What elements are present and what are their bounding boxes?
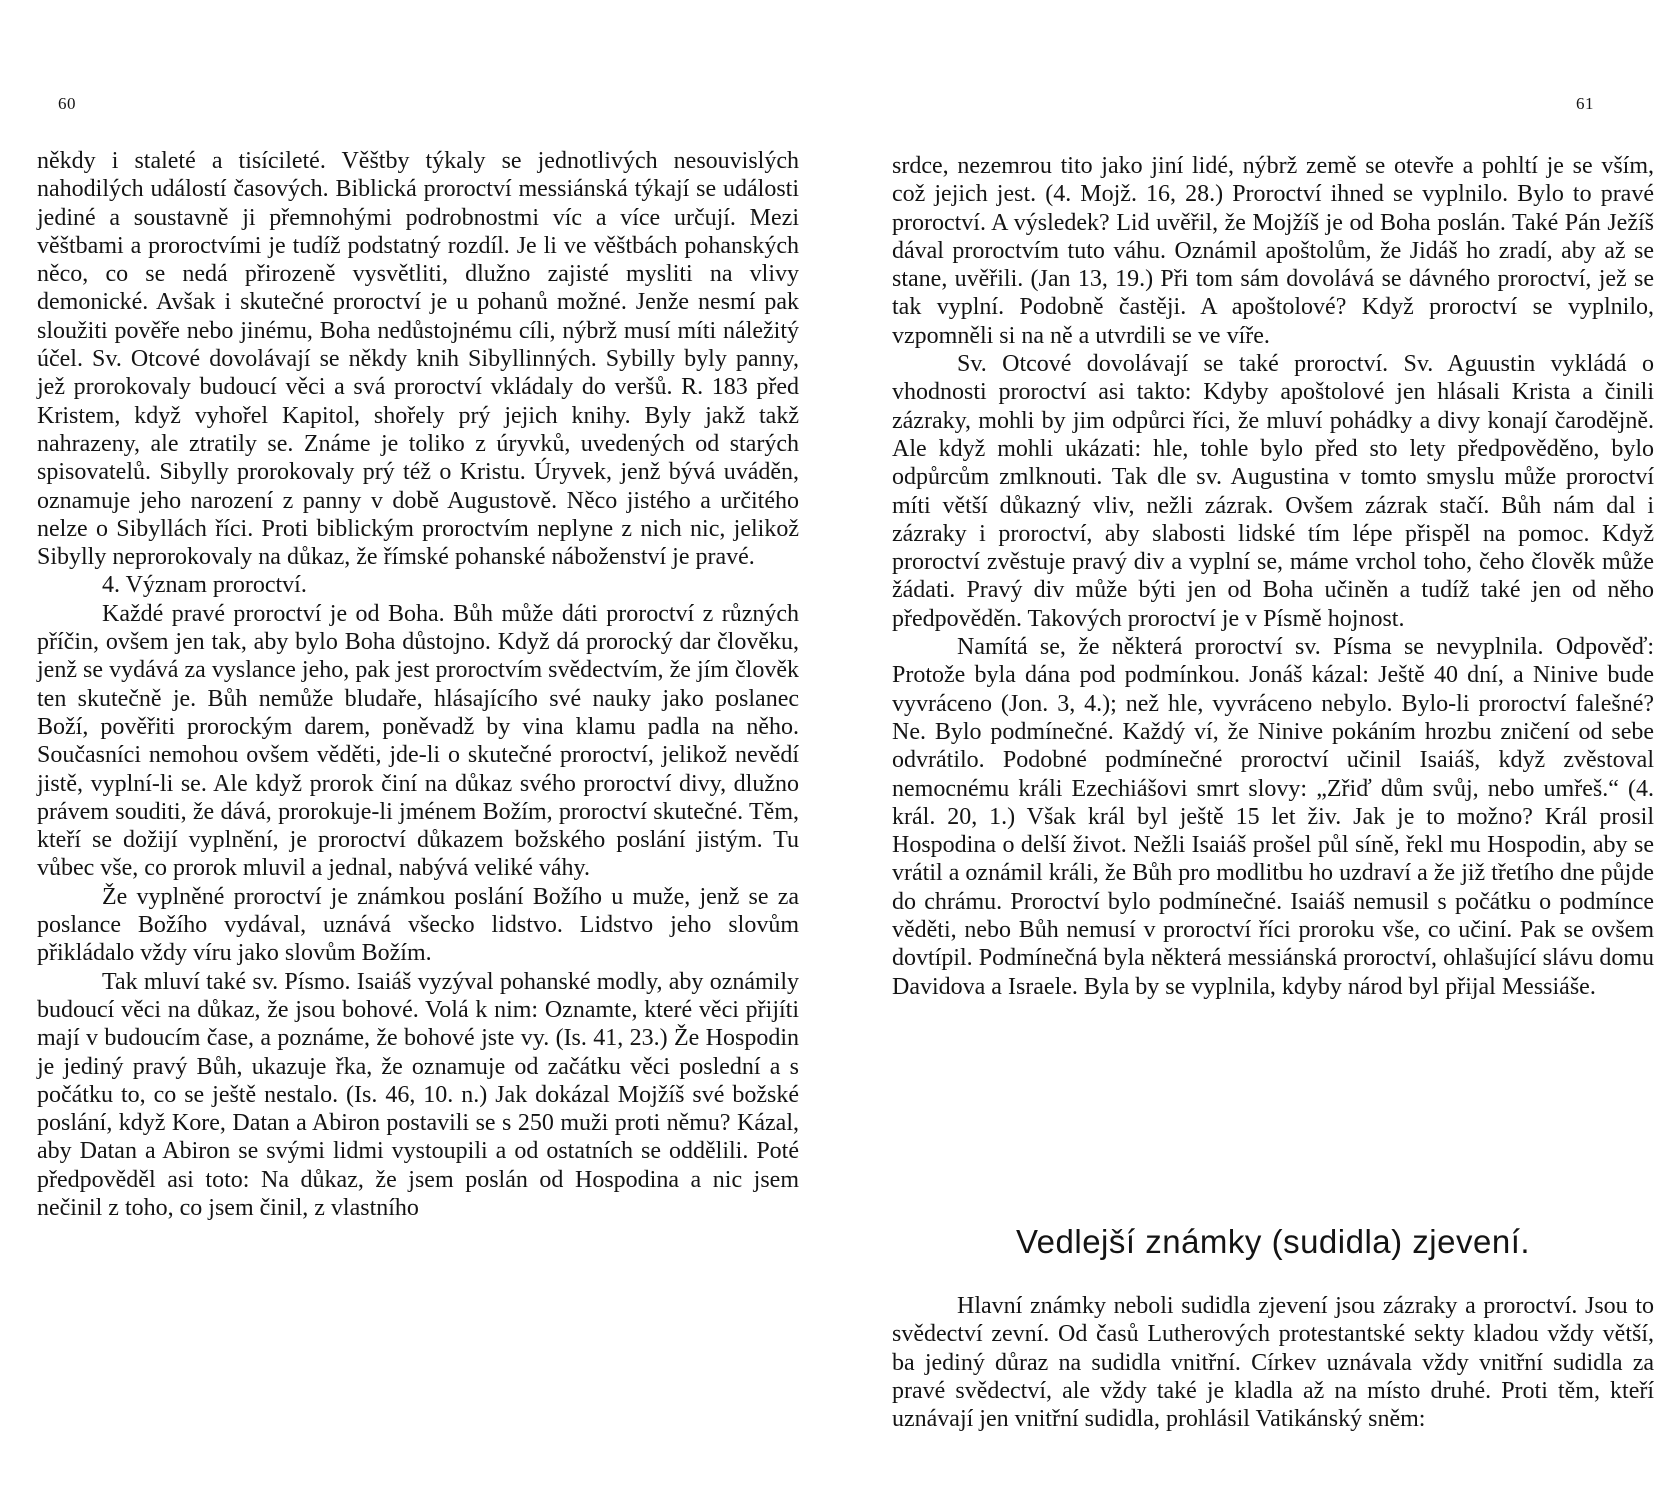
paragraph: Tak mluví také sv. Písmo. Isaiáš vyzýval pohanské modly, aby oznámily budoucí věci na důkaz, že jsou bohové. Volá k nim: Oznamte, které věci přijíti mají v budoucím čase, a poznáme, že bohové jste vy. (Is. 41, 23.) Že Hospodin je jediný pravý Bůh, ukazuje řka, že oznamuje od začátku věci poslední a s počátku to, co se ještě nestalo. (Is. 46, 10. n.) Jak dokázal Mojžíš své božské poslání, když Kore, Datan a Abiron postavili se s 250 muži proti němu? Kázal, aby Datan a Abiron se svými lidmi vystoupili a od ostatních se oddělili. Poté předpověděl asi toto: Na důkaz, že jsem poslán od Hospodina a nic jsem nečinil z toho, co jsem činil, z vlastního — [37, 968, 799, 1221]
paragraph: Sv. Otcové dovolávají se také proroctví. Sv. Aguustin vykládá o vhodnosti proroctví asi takto: Kdyby apoštolové jen hlásali Krista a činili zázraky, mohli by jim odpůrci říci, že mluví pohádky a divy konají čarodějně. Ale když mohli ukázati: hle, tohle bylo před sto lety předpověděno, bylo odpůrcům zmlknouti. Tak dle sv. Augustina v tomto smyslu může proroctví míti větší důkazný vliv, nežli zázrak. Ovšem zázrak stačí. Bůh nám dal i zázraky i proroctví, aby slabosti lidské tím lépe přispěl na pomoc. Když proroctví zvěstuje pravý div a vyplní se, máme vrchol toho, čeho člověk může žádati. Pravý div může býti jen od Boha učiněn a tudíž také jen od něho předpověděn. Takových proroctví je v Písmě hojnost. — [892, 351, 1654, 632]
right-page — [836, 0, 1672, 1500]
page-number: 61 — [1576, 94, 1594, 113]
page-number: 60 — [58, 94, 76, 113]
right-page-text — [892, 152, 1654, 1001]
left-page-text — [37, 147, 799, 1222]
section-text — [892, 1292, 1654, 1433]
paragraph: někdy i staleté a tisícileté. Věštby týkaly se jednotlivých nesouvislých nahodilých událostí časových. Biblická proroctví messiánská týkají se události jediné a soustavně ji přemnohými podrobnostmi víc a více určují. Mezi věštbami a proroctvími je tudíž podstatný rozdíl. Je li ve věštbách pohanských něco, co se nedá přirozeně vysvětliti, dlužno zajisté mysliti na vlivy demonické. Avšak i skutečné proroctví je u pohanů možné. Jenže nesmí pak sloužiti pověře nebo jinému, Boha nedůstojnému cíli, nýbrž musí míti náležitý účel. Sv. Otcové dovolávají se někdy knih Sibyllinných. Sybilly byly panny, jež prorokovaly budoucí věci a svá proroctví vkládaly do veršů. R. 183 před Kristem, když vyhořel Kapitol, shořely prý jejich knihy. Byly jakž takž nahrazeny, ale ztratily se. Známe je toliko z úryvků, uvedených od starých spisovatelů. Sibylly prorokovaly prý též o Kristu. Úryvek, jenž bývá uváděn, oznamuje jeho narození z panny v době Augustově. Něco jistého a určitého nelze o Sibyllách říci. Proti biblickým proroctvím neplyne z nich nic, jelikož Sibylly neprorokovaly na důkaz, že římské pohanské náboženství je pravé. — [37, 148, 799, 571]
section-heading: Vedlejší známky (sudidla) zjevení. — [1015, 1223, 1531, 1260]
paragraph: srdce, nezemrou tito jako jiní lidé, nýbrž země se otevře a pohltí je se vším, což jejich jest. (4. Mojž. 16, 28.) Proroctví ihned se vyplnilo. Bylo to pravé proroctví. A výsledek? Lid uvěřil, že Mojžíš je od Boha poslán. Také Pán Ježíš dával proroctvím tuto váhu. Oznámil apoštolům, že Jidáš ho zradí, aby až se stane, uvěřili. (Jan 13, 19.) Při tom sám dovolává se dávného proroctví, jež se tak vyplní. Podobně častěji. A apoštolové? Když proroctví se vyplnilo, vzpomněli si na ně a utvrdili se ve víře. — [892, 153, 1654, 349]
paragraph: Namítá se, že některá proroctví sv. Písma se nevyplnila. Odpověď: Protože byla dána pod podmínkou. Jonáš kázal: Ještě 40 dní, a Ninive bude vyvráceno (Jon. 3, 4.); než hle, vyvráceno nebylo. Bylo-li proroctví falešné? Ne. Bylo podmínečné. Každý ví, že Ninive pokáním hrozbu zničení od sebe odvrátilo. Podobné podmínečné proroctví učinil Isaiáš, když zvěstoval nemocnému králi Ezechiášovi smrt slovy: „Zřiď dům svůj, nebo umřeš.“ (4. král. 20, 1.) Však král byl ještě 15 let živ. Jak je to možno? Král prosil Hospodina o delší život. Nežli Isaiáš prošel půl síně, řekl mu Hospodin, aby se vrátil a oznámil králi, že Bůh pro modlitbu ho uzdraví a že již třetího dne půjde do chrámu. Proroctví bylo podmínečné. Isaiáš nemusil s počátku o podmínce věděti, nebo Bůh nemusí v proroctví říci proroku vše, co učiní. Pak se ovšem dovtípil. Podmínečná byla některá messiánská proroctví, ohlašující slávu domu Davidova a Israele. Byla by se vyplnila, kdyby národ byl přijal Messiáše. — [892, 634, 1654, 1000]
paragraph: Každé pravé proroctví je od Boha. Bůh může dáti proroctví z různých příčin, ovšem jen tak, aby bylo Boha důstojno. Když dá prorocký dar člověku, jenž se vydává za vyslance jeho, pak jest proroctvím svědectvím, že jím člověk ten skutečně je. Bůh nemůže bludaře, hlásajícího své nauky jako poslanec Boží, pověřiti prorockým darem, poněvadž by vina klamu padla na něho. Současníci nemohou ovšem věděti, jde-li o skutečné proroctví, jelikož nevědí jistě, vyplní-li se. Ale když prorok činí na důkaz svého proroctví divy, dlužno právem souditi, že dává, prorokuje-li jménem Božím, proroctví skutečné. Těm, kteří se dožijí vyplnění, je proroctví důkazem božského poslání jistým. Tu vůbec vše, co prorok mluvil a jednal, nabývá veliké váhy. — [37, 600, 799, 882]
section-subheading: 4. Význam proroctví. — [102, 572, 307, 599]
paragraph: Hlavní známky neboli sudidla zjevení jsou zázraky a proroctví. Jsou to svědectví zevní. Od časů Lutherových protestantské sekty kladou vždy větší, ba jediný důraz na sudidla vnitřní. Církev uznávala vždy vnitřní sudidla za pravé svědectví, ale vždy také je kladla až na místo druhé. Proti těm, kteří uznávají jen vnitřní sudidla, prohlásil Vatikánský sněm: — [892, 1293, 1654, 1433]
paragraph: Že vyplněné proroctví je známkou poslání Božího u muže, jenž se za poslance Božího vydával, uznává všecko lidstvo. Lidstvo jeho slovům přikládalo vždy víru jako slovům Božím. — [37, 883, 799, 967]
